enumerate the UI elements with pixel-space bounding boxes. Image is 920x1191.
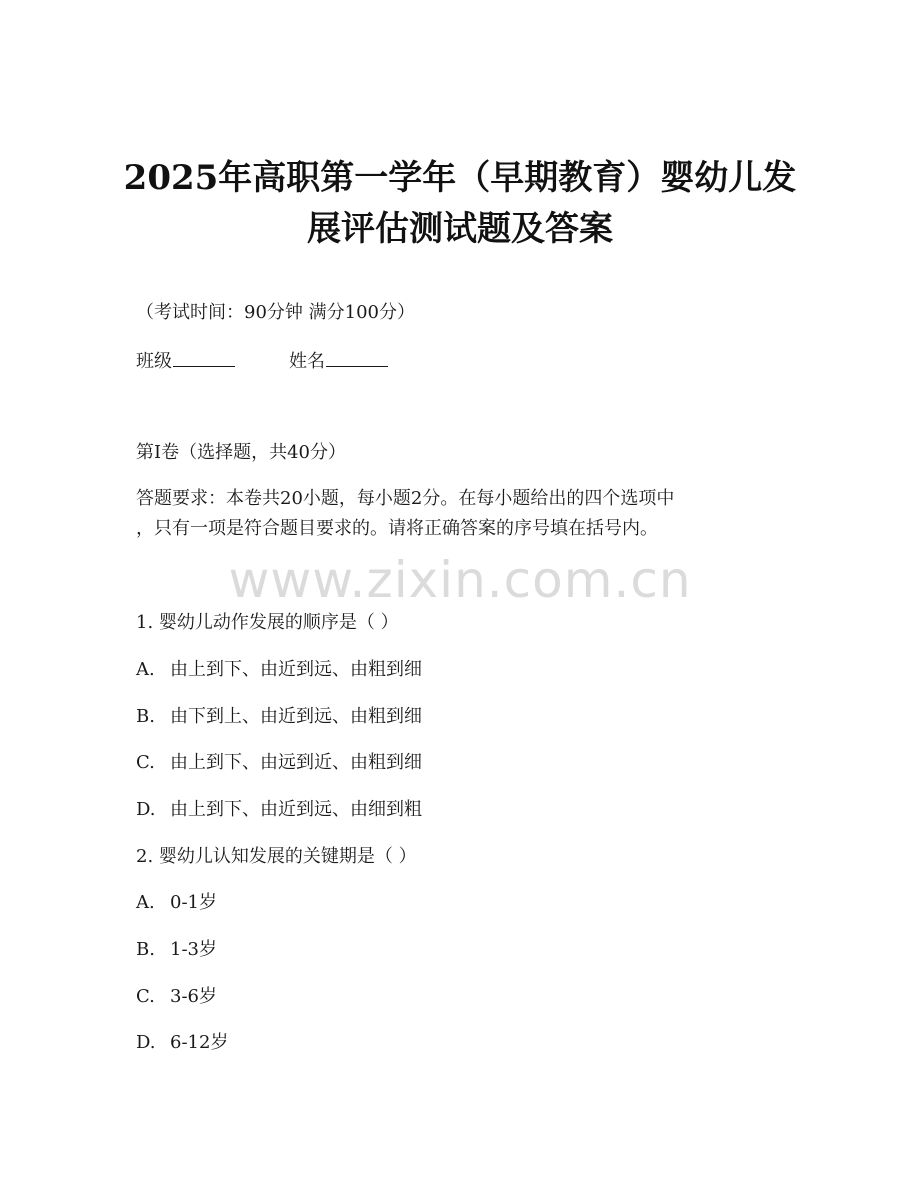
name-blank (326, 348, 388, 367)
option-letter: A. (136, 659, 155, 680)
exam-info: （考试时间：90分钟 满分100分） (136, 302, 415, 323)
question-1-stem: 1. 婴幼儿动作发展的顺序是（ ） (136, 612, 399, 633)
option-letter: C. (136, 752, 155, 773)
option-letter: D. (136, 1032, 156, 1053)
question-1-option-a (136, 657, 422, 683)
question-1-option-b (136, 704, 422, 730)
option-text: 由上到下、由远到近、由粗到细 (170, 752, 422, 773)
question-1-option-c (136, 750, 422, 776)
document-title-line-1: 2025年高职第一学年（早期教育）婴幼儿发 (123, 158, 797, 198)
option-letter: B. (136, 706, 155, 727)
option-letter: A. (136, 892, 155, 913)
name-label: 姓名 (289, 351, 325, 372)
section-heading: 第I卷（选择题，共40分） (136, 442, 347, 463)
option-text: 6-12岁 (170, 1032, 229, 1053)
question-2-option-b (136, 937, 217, 963)
question-2-option-a (136, 890, 217, 916)
question-1-option-d (136, 797, 422, 823)
class-blank (173, 348, 235, 367)
option-text: 由上到下、由近到远、由细到粗 (170, 799, 422, 820)
option-text: 由上到下、由近到远、由粗到细 (170, 659, 422, 680)
option-text: 0-1岁 (170, 892, 217, 913)
option-letter: B. (136, 939, 155, 960)
option-letter: D. (136, 799, 156, 820)
option-text: 由下到上、由近到远、由粗到细 (170, 706, 422, 727)
question-2-option-d (136, 1030, 228, 1056)
instructions-line-2: ，只有一项是符合题目要求的。请将正确答案的序号填在括号内。 (136, 518, 658, 539)
class-label: 班级 (136, 351, 172, 372)
document-title-line-2: 展评估测试题及答案 (307, 209, 613, 249)
watermark: www.zixin.com.cn (228, 551, 692, 609)
option-text: 1-3岁 (170, 939, 217, 960)
question-2-option-c (136, 984, 217, 1010)
option-text: 3-6岁 (170, 986, 217, 1007)
student-info-row (136, 348, 388, 375)
instructions-line-1: 答题要求：本卷共20小题，每小题2分。在每小题给出的四个选项中 (136, 488, 675, 509)
question-2-stem: 2. 婴幼儿认知发展的关键期是（ ） (136, 846, 417, 867)
option-letter: C. (136, 986, 155, 1007)
